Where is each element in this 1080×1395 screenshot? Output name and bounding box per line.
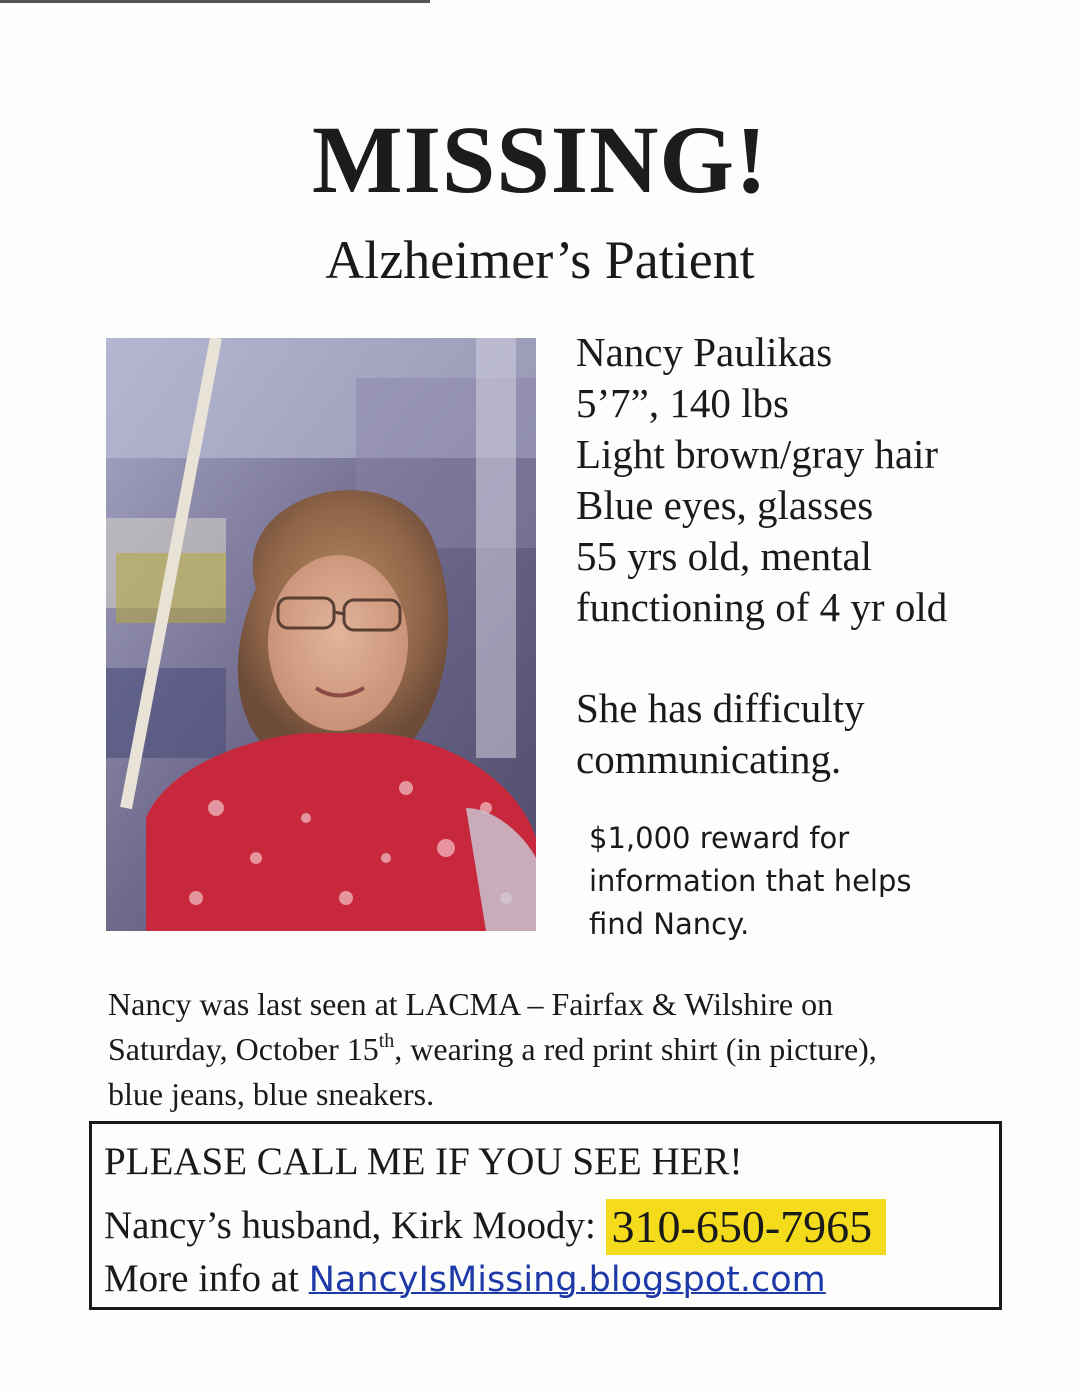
- communication-note-line: communicating.: [576, 736, 842, 782]
- page-subtitle: Alzheimer’s Patient: [325, 230, 755, 290]
- mental-functioning: functioning of 4 yr old: [576, 584, 948, 630]
- husband-label: Nancy’s husband, Kirk Moody:: [104, 1204, 596, 1247]
- contact-box: [89, 1121, 1002, 1310]
- page-title: MISSING!: [311, 106, 769, 213]
- blog-link[interactable]: NancyIsMissing.blogspot.com: [308, 1260, 826, 1300]
- reward-line: $1,000 reward for: [589, 821, 850, 855]
- call-headline: PLEASE CALL ME IF YOU SEE HER!: [104, 1140, 743, 1183]
- date-ordinal: th: [378, 1030, 395, 1052]
- last-seen-line: [108, 1027, 1008, 1072]
- phone-number[interactable]: 310-650-7965: [606, 1199, 887, 1255]
- physical-description: [576, 327, 1056, 633]
- husband-contact: [104, 1199, 886, 1255]
- height-weight: 5’7”, 140 lbs: [576, 380, 789, 426]
- missing-person-photo: [106, 338, 536, 931]
- last-seen-date: Saturday, October 15: [108, 1031, 379, 1067]
- age-description: 55 yrs old, mental: [576, 533, 873, 579]
- last-seen-paragraph: [108, 982, 1008, 1117]
- last-seen-line: Nancy was last seen at LACMA – Fairfax & Wilshire on: [108, 986, 834, 1022]
- communication-note: [576, 683, 1056, 785]
- eyes-description: Blue eyes, glasses: [576, 482, 874, 528]
- person-name: Nancy Paulikas: [576, 329, 833, 375]
- clothing-description: , wearing a red print shirt (in picture),: [394, 1031, 877, 1067]
- scan-top-edge: [0, 0, 430, 3]
- last-seen-line: blue jeans, blue sneakers.: [108, 1076, 435, 1112]
- communication-note-line: She has difficulty: [576, 685, 865, 731]
- hair-description: Light brown/gray hair: [576, 431, 939, 477]
- reward-notice: [589, 817, 1009, 946]
- reward-line: information that helps: [589, 864, 912, 898]
- reward-line: find Nancy.: [589, 907, 750, 941]
- more-info-label: More info at: [104, 1257, 299, 1300]
- more-info: [104, 1256, 826, 1303]
